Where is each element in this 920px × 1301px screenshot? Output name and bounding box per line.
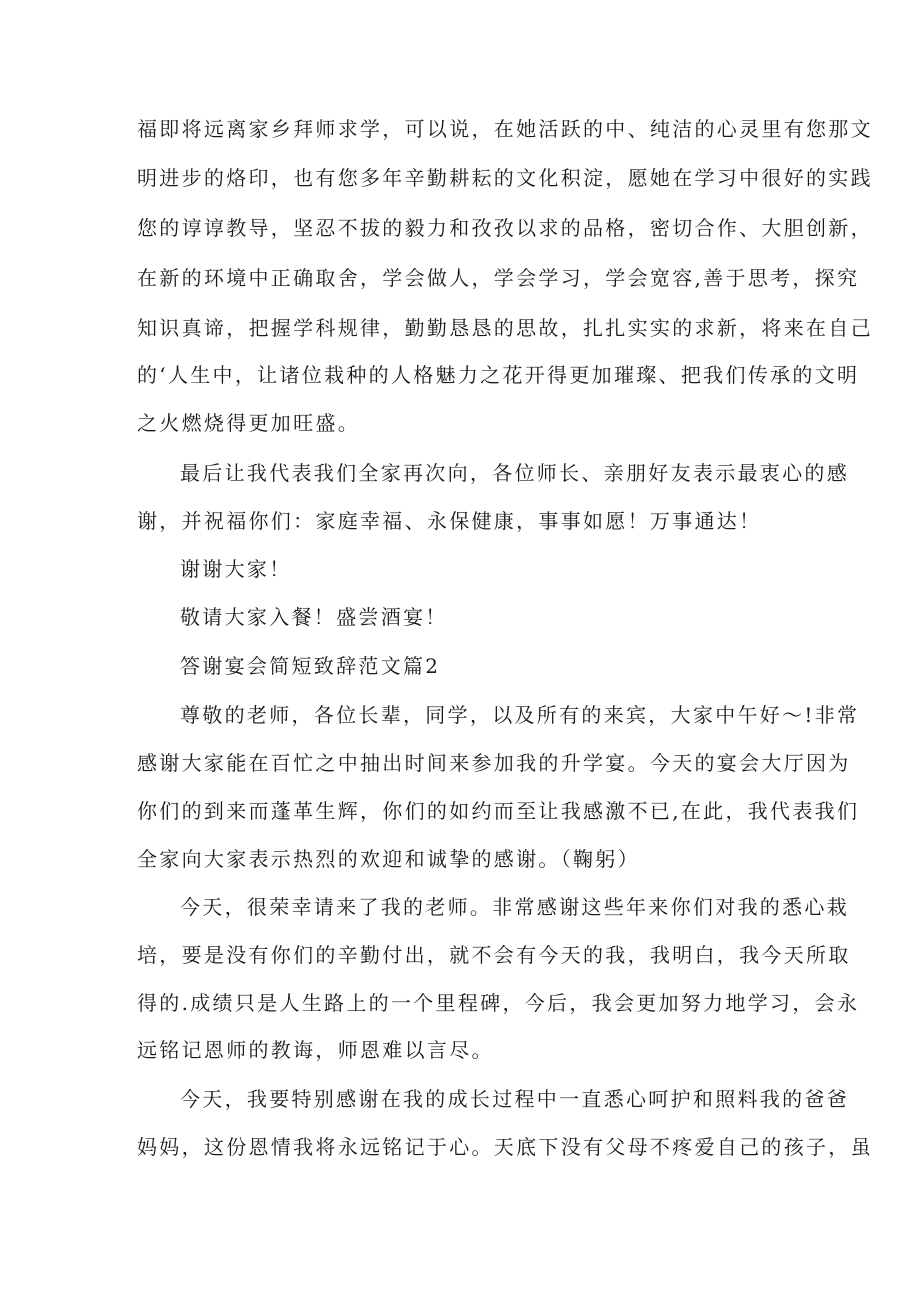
paragraph-line: 最后让我代表我们全家再次向，各位师长、亲朋好友表示最衷心的感 (180, 461, 849, 485)
paragraph-line: 培，要是没有你们的辛勤付出，就不会有今天的我，我明白，我今天所取 (137, 943, 851, 967)
paragraph-line: 明进步的烙印，也有您多年辛勤耕耘的文化积淀，愿她在学习中很好的实践 (137, 166, 873, 190)
paragraph-line: 远铭记恩师的教诲，师恩难以言尽。 (137, 1038, 494, 1062)
paragraph-line: 谢，并祝福你们：家庭幸福、永保健康，事事如愿！万事通达！ (137, 509, 762, 533)
section-heading: 答谢宴会简短致辞范文篇2 (180, 654, 441, 678)
paragraph-line: 妈妈，这份恩情我将永远铭记于心。天底下没有父母不疼爱自己的孩子，虽 (137, 1135, 873, 1159)
paragraph-line: 您的谆谆教导，坚忍不拔的毅力和孜孜以求的品格，密切合作、大胆创新， (137, 216, 873, 240)
paragraph-line: 尊敬的老师，各位长辈，同学，以及所有的来宾，大家中午好～!非常 (180, 703, 860, 727)
paragraph-line: 知识真谛，把握学科规律，勤勤恳恳的思故，扎扎实实的求新，将来在自己 (137, 316, 873, 340)
paragraph-line: 在新的环境中正确取舍，学会做人，学会学习，学会宽容,善于思考，探究 (137, 266, 860, 290)
paragraph-line: 得的.成绩只是人生路上的一个里程碑，今后，我会更加努力地学习，会永 (137, 991, 860, 1015)
paragraph-line: 今天，我要特别感谢在我的成长过程中一直悉心呵护和照料我的爸爸 (180, 1087, 849, 1111)
paragraph-line: 全家向大家表示热烈的欢迎和诚挚的感谢。（鞠躬） (137, 847, 640, 871)
paragraph-line: 的‘人生中，让诸位栽种的人格魅力之花开得更加璀璨、把我们传承的文明 (137, 363, 860, 387)
paragraph-line: 你们的到来而蓬革生辉，你们的如约而至让我感激不已,在此，我代表我们 (137, 799, 860, 823)
paragraph-line: 福即将远离家乡拜师求学，可以说，在她活跃的中、纯洁的心灵里有您那文 (137, 117, 873, 141)
paragraph-line: 之火燃烧得更加旺盛。 (137, 411, 360, 435)
paragraph-line: 感谢大家能在百忙之中抽出时间来参加我的升学宴。今天的宴会大厅因为 (137, 751, 851, 775)
thanks-line: 谢谢大家！ (180, 557, 292, 581)
paragraph-line: 今天，很荣幸请来了我的老师。非常感谢这些年来你们对我的悉心栽 (180, 895, 849, 919)
invitation-line: 敬请大家入餐！盛尝酒宴！ (180, 605, 448, 629)
